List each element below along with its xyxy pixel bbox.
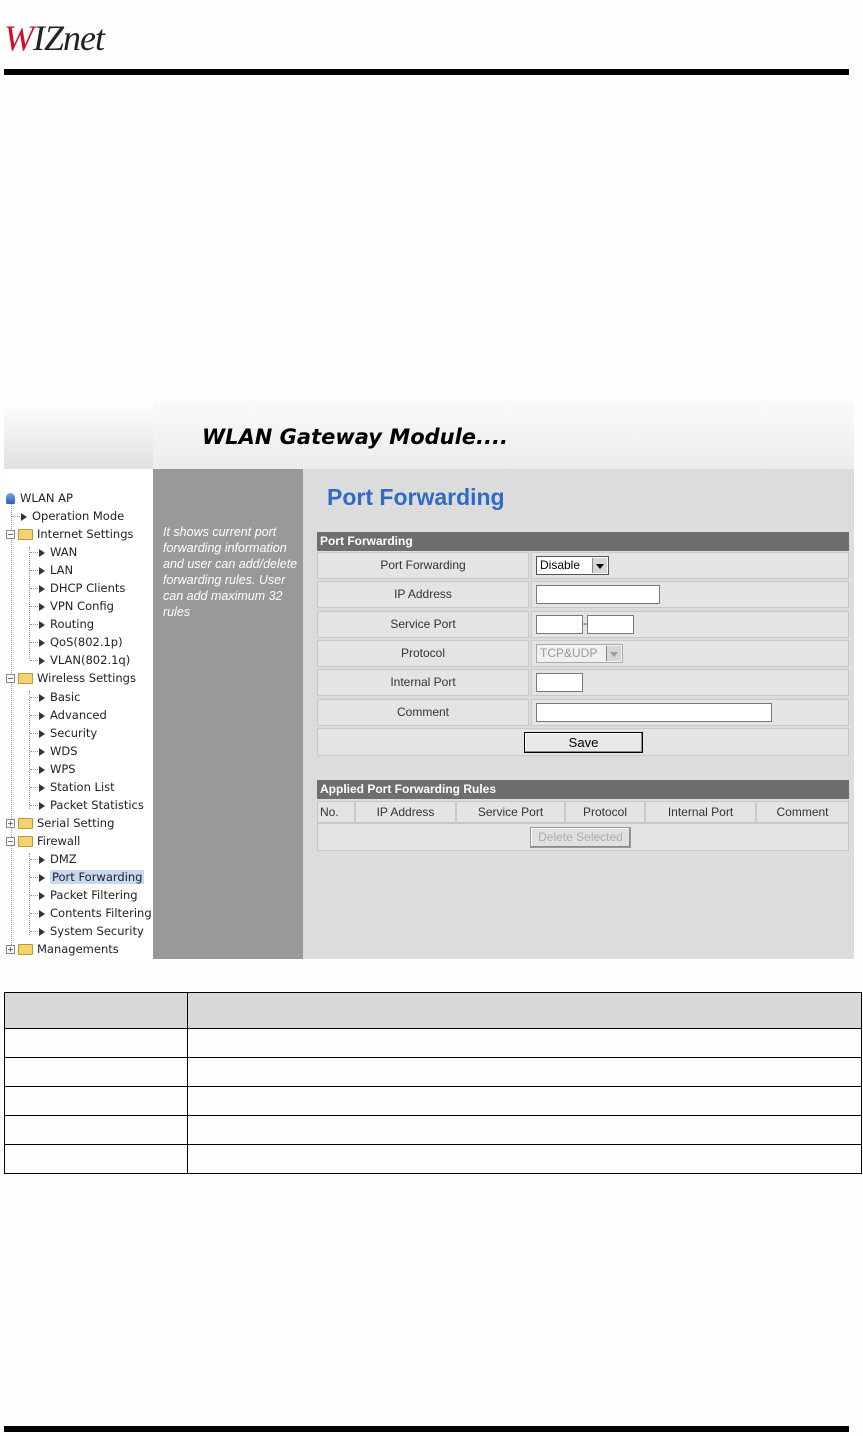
delete-row [317,823,849,851]
tree-folder-managements[interactable] [6,941,119,957]
sidebar-item-label: Contents Filtering [50,906,152,920]
ip-address-input[interactable] [536,585,660,604]
section-header-applied-rules: Applied Port Forwarding Rules [317,780,849,799]
main-panel [303,469,854,959]
sidebar-item-packet-statistics[interactable] [39,797,144,813]
page-arrow-icon [39,874,45,882]
sidebar-item-label: VPN Config [50,599,114,613]
tree-connector [30,606,38,607]
sidebar-item-port-forwarding[interactable] [39,869,144,885]
sidebar-item-advanced[interactable] [39,707,107,723]
sidebar-item-station-list[interactable] [39,779,115,795]
page-arrow-icon [39,802,45,810]
column-header-no: No. [317,801,355,823]
sidebar-item-label: Security [50,726,98,740]
page-arrow-icon [39,639,45,647]
expand-icon[interactable]: + [7,945,14,954]
tree-connector [30,660,38,661]
sidebar-item-label: Firewall [37,834,81,848]
banner-title: WLAN Gateway Module.... [202,425,508,449]
ip-address-cell [531,581,849,608]
sidebar-item-vpn-config[interactable] [39,598,114,614]
sidebar-item-label: VLAN(802.1q) [50,653,131,667]
folder-icon [18,673,33,684]
wiznet-logo [4,18,104,58]
page-arrow-icon [39,621,45,629]
sidebar-item-wan[interactable] [39,544,77,560]
page-title: Port Forwarding [327,484,505,510]
table-cell [5,1087,188,1116]
page-arrow-icon [39,603,45,611]
table-cell [188,1029,862,1058]
web-ui-screenshot [4,401,854,959]
sidebar-item-security[interactable] [39,725,97,741]
sidebar-item-routing[interactable] [39,616,94,632]
sidebar-item-contents-filtering[interactable] [39,905,152,921]
page-arrow-icon [39,712,45,720]
tree-guide [29,853,30,935]
sidebar-item-label: Managements [37,942,119,956]
sidebar-item-label: LAN [50,563,74,577]
footer-rule [4,1426,849,1432]
table-cell [188,1145,862,1174]
delete-selected-button[interactable]: Delete Selected [530,827,631,848]
save-row [317,728,849,756]
tree-connector [30,787,38,788]
service-port-separator: - [583,616,587,630]
sidebar-item-label: Operation Mode [32,509,125,523]
collapse-icon[interactable]: − [7,530,14,539]
table-cell [188,1087,862,1116]
tree-connector [30,895,38,896]
sidebar-item-label: WAN [50,545,78,559]
tree-connector [30,805,38,806]
sidebar-item-label: Wireless Settings [37,671,136,685]
page-arrow-icon [39,766,45,774]
table-cell [188,1058,862,1087]
internal-port-input[interactable] [536,673,583,692]
folder-icon [18,944,33,955]
sidebar-item-label: WDS [50,744,78,758]
tree-connector [30,769,38,770]
sidebar-item-label: DHCP Clients [50,581,126,595]
sidebar-item-system-security[interactable] [39,923,144,939]
protocol-select[interactable]: TCP&UDP [536,644,623,663]
table-cell [5,1029,188,1058]
page-arrow-icon [39,748,45,756]
table-cell [5,1145,188,1174]
sidebar-item-dmz[interactable] [39,851,77,867]
service-port-to-input[interactable] [587,615,634,634]
tree-connector [30,552,38,553]
column-header-service-port: Service Port [456,801,565,823]
expand-icon[interactable]: + [7,819,14,828]
sidebar-item-operation-mode[interactable] [21,508,124,524]
sidebar-item-wps[interactable] [39,761,76,777]
page-arrow-icon [39,928,45,936]
table-header-cell [5,993,188,1029]
sidebar-item-label: Station List [50,780,115,794]
sidebar-item-label: Basic [50,690,81,704]
tree-guide [29,691,30,809]
sidebar-tree [4,469,153,959]
internal-port-cell [531,669,849,696]
service-port-from-input[interactable] [536,615,583,634]
page-arrow-icon [39,784,45,792]
tree-folder-firewall[interactable] [6,833,80,849]
port-forwarding-cell [531,552,849,579]
tree-folder-internet-settings[interactable] [6,526,134,542]
description-table [4,992,862,1174]
comment-input[interactable] [536,703,772,722]
section-header-port-forwarding: Port Forwarding [317,532,849,551]
page-arrow-icon [39,657,45,665]
tree-connector [30,570,38,571]
comment-label: Comment [317,699,529,726]
table-cell [188,1116,862,1145]
page-arrow-icon [39,910,45,918]
collapse-icon[interactable]: − [7,674,14,683]
folder-icon [18,818,33,829]
tree-folder-wireless-settings[interactable] [6,670,136,686]
page-arrow-icon [21,513,27,521]
chevron-down-icon [606,646,621,661]
folder-icon [18,836,33,847]
service-port-cell [531,611,849,638]
column-header-ip-address: IP Address [355,801,456,823]
sidebar-item-label: Packet Filtering [50,888,138,902]
table-header-cell [188,993,862,1029]
port-forwarding-select[interactable]: Disable [536,556,609,575]
tree-connector [30,642,38,643]
protocol-label: Protocol [317,640,529,667]
logo-letter-w: W [4,18,33,58]
sidebar-item-wds[interactable] [39,743,78,759]
sidebar-item-label: Serial Setting [37,816,115,830]
tree-connector [30,859,38,860]
sidebar-item-label: Packet Statistics [50,798,144,812]
banner-left [4,401,153,469]
tree-connector [30,913,38,914]
help-panel [153,469,303,959]
sidebar-item-label: System Security [50,924,144,938]
tree-connector [30,588,38,589]
logo-text: IZnet [33,18,104,58]
sidebar-item-packet-filtering[interactable] [39,887,138,903]
sidebar-item-label: Routing [50,617,95,631]
sidebar-item-label: DMZ [50,852,77,866]
sidebar-item-label: Port Forwarding [52,870,143,884]
tree-connector [30,697,38,698]
page-arrow-icon [39,567,45,575]
tree-connector [12,516,20,517]
network-icon [6,493,15,504]
sidebar-item-vlan-802-1q[interactable] [39,652,130,668]
chevron-down-icon [592,558,607,573]
collapse-icon[interactable]: − [7,837,14,846]
tree-connector [30,715,38,716]
page-arrow-icon [39,585,45,593]
internal-port-label: Internal Port [317,669,529,696]
sidebar-item-dhcp-clients[interactable] [39,580,125,596]
page-arrow-icon [39,856,45,864]
sidebar-item-basic[interactable] [39,689,80,705]
folder-icon [18,529,33,540]
tree-connector [30,751,38,752]
port-forwarding-label: Port Forwarding [317,552,529,579]
tree-folder-serial-setting[interactable] [6,815,114,831]
tree-guide [11,493,12,949]
tree-connector [30,931,38,932]
tree-connector [30,624,38,625]
service-port-label: Service Port [317,611,529,638]
column-header-comment: Comment [756,801,849,823]
page-arrow-icon [39,892,45,900]
page-arrow-icon [39,730,45,738]
ip-address-label: IP Address [317,581,529,608]
sidebar-item-label: QoS(802.1p) [50,635,123,649]
page-arrow-icon [39,694,45,702]
tree-root[interactable]: WLAN AP [6,490,73,506]
tree-connector [30,877,38,878]
page-arrow-icon [39,549,45,557]
sidebar-item-label: Advanced [50,708,107,722]
sidebar-item-label: Internet Settings [37,527,134,541]
save-button[interactable]: Save [524,732,643,753]
tree-connector [30,733,38,734]
comment-cell [531,699,849,726]
protocol-cell [531,640,849,667]
sidebar-item-qos-802-1p[interactable] [39,634,123,650]
column-header-protocol: Protocol [565,801,645,823]
header-rule [4,69,849,75]
table-cell [5,1116,188,1145]
sidebar-item-label: WPS [50,762,76,776]
sidebar-item-lan[interactable] [39,562,73,578]
banner [153,401,854,469]
column-header-internal-port: Internal Port [645,801,756,823]
help-text: It shows current port forwarding information and user can add/delete forwarding rules. User can add maximum 32 rules [163,525,298,619]
table-cell [5,1058,188,1087]
